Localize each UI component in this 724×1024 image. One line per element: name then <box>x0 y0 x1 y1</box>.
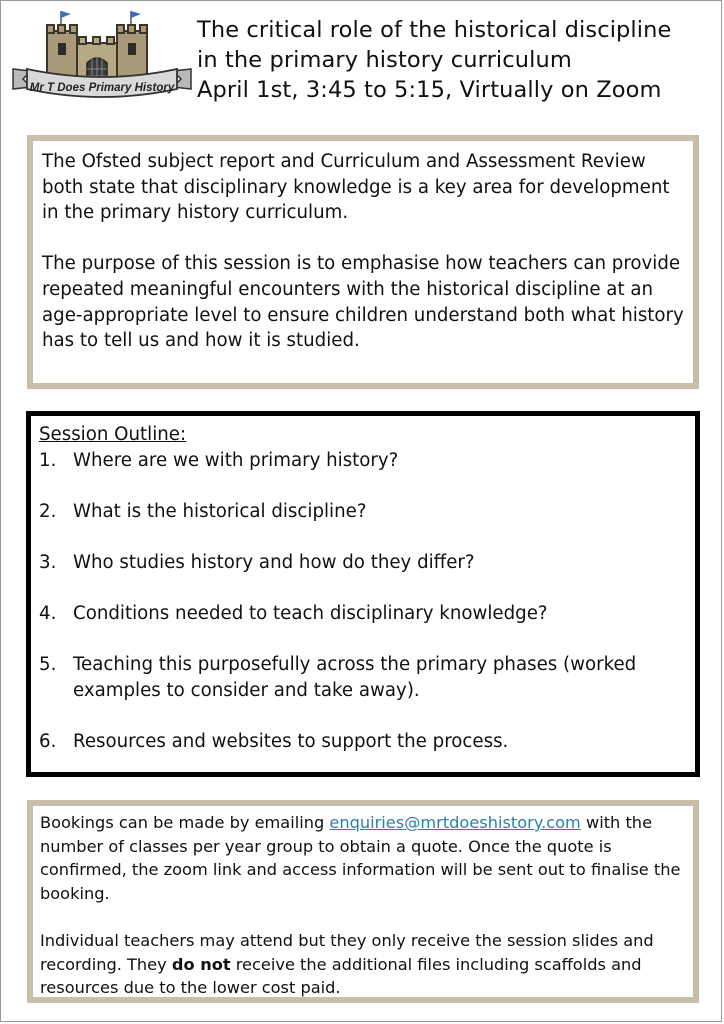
outline-item-text: What is the historical discipline? <box>73 500 367 522</box>
outline-item-text: Where are we with primary history? <box>73 449 399 471</box>
outline-item <box>39 601 687 627</box>
title-line-2: in the primary history curriculum <box>197 47 572 73</box>
outline-item <box>39 652 687 703</box>
outline-item-text: Who studies history and how do they differ? <box>73 551 475 573</box>
session-outline-list <box>39 448 687 755</box>
booking-text-end: with the number of classes per year group to obtain a quote. Once the quote is confirmed, the zoom link and access information will be sent out to finalise the booking. <box>40 813 681 903</box>
outline-item <box>39 550 687 576</box>
outline-item-number: 5. <box>39 654 57 676</box>
intro-paragraph-1: The Ofsted subject report and Curriculum and Assessment Review both state that disciplinary knowledge is a key area for development in the primary history curriculum. <box>42 151 670 224</box>
intro-box <box>27 135 699 389</box>
outline-item <box>39 499 687 525</box>
booking-paragraph-1 <box>40 811 686 905</box>
outline-item <box>39 448 687 474</box>
individual-teachers-text: Individual teachers may attend but they only receive the session slides and recording. They <box>40 930 654 974</box>
castle-logo <box>9 7 195 105</box>
page-title <box>197 15 721 105</box>
outline-item-text: Teaching this purposefully across the primary phases (worked examples to consider and take away). <box>73 654 637 701</box>
outline-item-number: 6. <box>39 731 57 753</box>
outline-item <box>39 729 687 755</box>
booking-info-box <box>27 800 699 1003</box>
session-outline-heading: Session Outline: <box>39 424 187 445</box>
outline-item-number: 1. <box>39 449 57 471</box>
intro-paragraph-2: The purpose of this session is to emphasise how teachers can provide repeated meaningful encounters with the historical discipline at an age-appropriate level to ensure children understand both what history has to tell us and how it is studied. <box>42 253 684 352</box>
session-outline-box <box>26 411 700 777</box>
outline-item-text: Conditions needed to teach disciplinary knowledge? <box>73 603 548 625</box>
booking-paragraph-2 <box>40 929 686 1000</box>
individual-teachers-text-end: receive the additional files including scaffolds and resources due to the lower cost paid. <box>40 954 642 998</box>
title-line-1: The critical role of the historical discipline <box>197 17 672 43</box>
outline-item-text: Resources and websites to support the process. <box>73 731 509 753</box>
logo-banner-text: Mr T Does Primary History <box>29 82 175 94</box>
outline-item-number: 4. <box>39 603 57 625</box>
booking-email-link[interactable]: enquiries@mrtdoeshistory.com <box>329 813 581 832</box>
outline-item-number: 3. <box>39 551 57 573</box>
do-not-emphasis: do not <box>171 954 231 974</box>
booking-text-start: Bookings can be made by emailing <box>40 813 330 832</box>
castle-logo-icon <box>9 7 195 105</box>
event-date-line: April 1st, 3:45 to 5:15, Virtually on Zoom <box>197 77 662 103</box>
outline-item-number: 2. <box>39 500 57 522</box>
